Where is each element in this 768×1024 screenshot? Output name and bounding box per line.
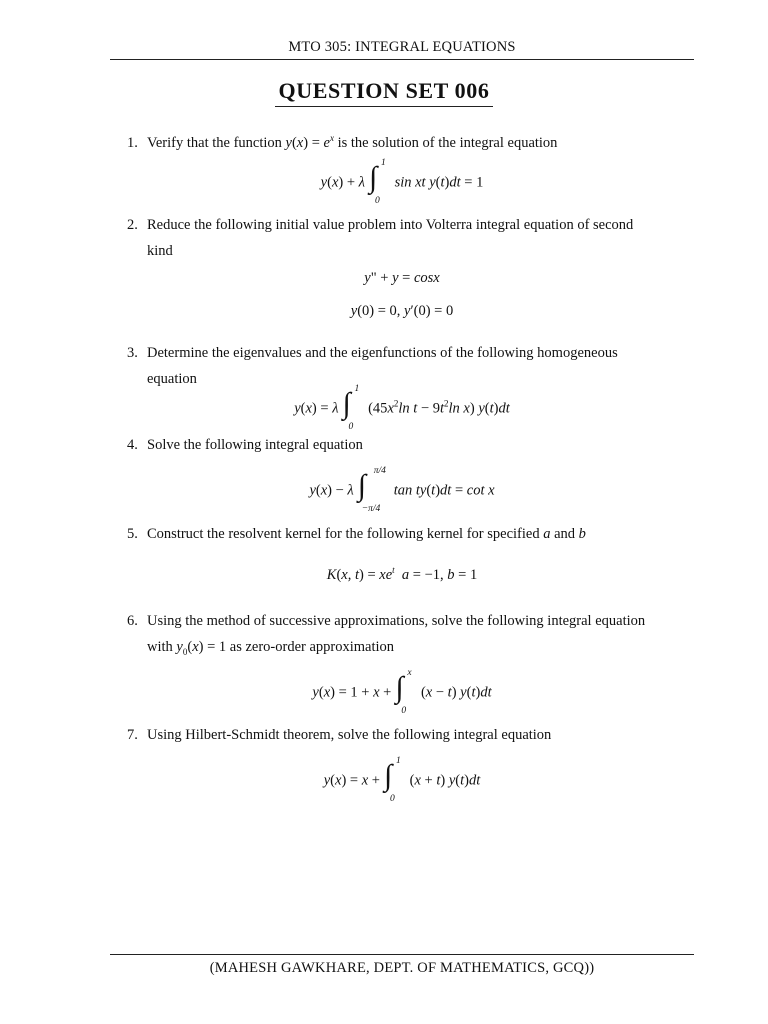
question-1 bbox=[127, 125, 697, 156]
footer-credit: (MAHESH GAWKHARE, DEPT. OF MATHEMATICS, GCQ)) bbox=[209, 960, 595, 976]
integral-sign-icon: ∫ 1 0 bbox=[383, 756, 401, 804]
equation-7: y(x) = x + ∫ 1 0 (x + t) y(t)dt bbox=[323, 756, 481, 804]
footer-rule bbox=[110, 954, 694, 955]
question-text-line1: Using the method of successive approximations, solve the following integral equation bbox=[147, 613, 646, 629]
question-4 bbox=[127, 432, 697, 458]
equation-1: y(x) + λ ∫ 1 0 sin xt y(t)dt = 1 bbox=[320, 158, 484, 206]
question-text-line2: equation bbox=[147, 371, 197, 387]
integral-sign-icon: ∫ 1 0 bbox=[368, 158, 386, 206]
question-5 bbox=[127, 521, 697, 547]
question-number: 3. bbox=[127, 345, 138, 361]
question-set-title: QUESTION SET 006 bbox=[275, 78, 494, 107]
question-set-title-wrap bbox=[0, 78, 768, 107]
running-header: MTO 305: INTEGRAL EQUATIONS bbox=[288, 39, 516, 55]
question-text-line2: kind bbox=[147, 243, 173, 259]
integral-sign-icon: ∫ π/4 −π/4 bbox=[357, 466, 386, 514]
integral-sign-icon: ∫ x 0 bbox=[395, 668, 412, 716]
integral-sign-icon: ∫ 1 0 bbox=[342, 384, 360, 432]
question-number: 2. bbox=[127, 217, 138, 233]
equation-5: K(x, $t) = xe^t$ a = −1, b = 1 bbox=[326, 565, 478, 583]
question-number: 4. bbox=[127, 437, 138, 453]
equation-3: y(x) = λ ∫ 1 0 ($45x^2\ln$ $t - 9t^2\ln$ x) y(t)dt bbox=[294, 384, 510, 432]
question-6 bbox=[127, 608, 697, 665]
question-number: 5. bbox=[127, 526, 138, 542]
question-7 bbox=[127, 722, 697, 748]
question-text: Solve the following integral equation bbox=[147, 437, 363, 453]
equation-4: y(x) − λ ∫ π/4 −π/4 tan ty(t)dt = cot x bbox=[309, 466, 495, 514]
equation-2b: y(0) = 0, y′(0) = 0 bbox=[350, 303, 454, 319]
question-text: Verify that the function $y(x) = e^x$ is the solution of the integral equation bbox=[147, 133, 558, 151]
question-text-line2: with $y_0(x) = 1$ as zero-order approximation bbox=[147, 639, 395, 657]
question-text: Using Hilbert-Schmidt theorem, solve the following integral equation bbox=[147, 727, 552, 743]
question-number: 7. bbox=[127, 727, 138, 743]
question-number: 6. bbox=[127, 613, 138, 629]
question-3 bbox=[127, 340, 697, 392]
question-text-line1: Determine the eigenvalues and the eigenfunctions of the following homogeneous bbox=[147, 345, 618, 361]
header-rule bbox=[110, 59, 694, 60]
equation-6: y(x) = 1 + x + ∫ x 0 (x − t) y(t)dt bbox=[312, 668, 492, 716]
equation-2a: y" + y = cosx bbox=[364, 270, 440, 286]
question-text: Construct the resolvent kernel for the following kernel for specified a and b bbox=[147, 526, 586, 542]
question-2 bbox=[127, 212, 697, 264]
question-text-line1: Reduce the following initial value problem into Volterra integral equation of second bbox=[147, 217, 634, 233]
question-number: 1. bbox=[127, 134, 138, 151]
